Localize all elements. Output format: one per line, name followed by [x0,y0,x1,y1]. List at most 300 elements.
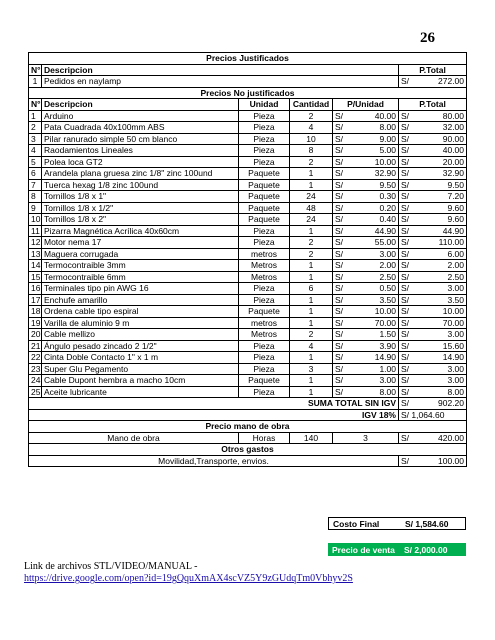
price-table [28,52,467,467]
row-quantity: 1 [290,352,333,364]
row-description: Cable Dupont hembra a macho 10cm [42,375,239,387]
currency-symbol: S/ [335,375,344,386]
row-description: Tornillos 1/8 x 2" [42,214,239,226]
row-no: 10 [29,214,42,226]
row-unit-price [333,352,399,364]
amount: 272.00 [438,76,465,87]
row-unit-price [333,306,399,318]
row-description: Cinta Doble Contacto 1" x 1 m [42,352,239,364]
row-quantity: 4 [290,122,333,134]
table-row [29,179,467,191]
amount: 15.60 [442,340,465,351]
currency-symbol: S/ [335,191,344,202]
table-row [29,386,467,398]
row-no: 4 [29,145,42,157]
row-unit: Metros [239,271,290,283]
labor-row [29,432,467,444]
currency-symbol: S/ [335,110,344,121]
row-quantity: 1 [290,317,333,329]
table-row [29,145,467,157]
row-total [399,260,467,272]
table-row [29,363,467,375]
row-no: 23 [29,363,42,375]
row-unit-price [333,271,399,283]
currency-symbol: S/ [335,168,344,179]
table-row [29,237,467,249]
amount: 9.50 [447,179,465,190]
labor-unit-price: 3 [333,432,399,444]
row-unit: Pieza [239,363,290,375]
row-unit-price [333,375,399,387]
row-quantity: 2 [290,156,333,168]
row-no: 12 [29,237,42,249]
unjustified-header-row [29,99,467,111]
row-description: Arandela plana gruesa zinc 1/8" zinc 100und [42,168,239,180]
row-description: Pilar ranurado simple 50 cm blanco [42,133,239,145]
table-row [29,260,467,272]
row-quantity: 4 [290,340,333,352]
header-total: P.Total [399,99,467,111]
currency-symbol: S/ [401,398,410,409]
row-total [399,133,467,145]
amount: 8.00 [379,122,396,133]
row-no: 5 [29,156,42,168]
row-unit: Paquete [239,202,290,214]
row-unit: Pieza [239,145,290,157]
amount: 7.20 [447,191,465,202]
currency-symbol: S/ [401,375,410,386]
row-unit: Paquete [239,191,290,203]
currency-symbol: S/ [335,156,344,167]
row-unit-price [333,386,399,398]
igv-row [29,409,467,421]
sum-value [399,398,467,410]
labor-title: Precio mano de obra [29,421,467,433]
amount: 70.00 [374,317,396,328]
row-no: 15 [29,271,42,283]
amount: 80.00 [442,110,465,121]
amount: 9.00 [379,133,396,144]
row-description: Tornillos 1/8 x 1/2" [42,202,239,214]
currency-symbol: S/ [401,122,410,133]
row-description: Raodamientos Lineales [42,145,239,157]
row-unit-price [333,317,399,329]
table-row [29,352,467,364]
row-description: Tornillos 1/8 x 1" [42,191,239,203]
currency-symbol: S/ [335,202,344,213]
row-quantity: 24 [290,214,333,226]
amount: 3.00 [379,248,396,259]
row-description: Polea loca GT2 [42,156,239,168]
currency-symbol: S/ [401,271,410,282]
row-unit-price [333,145,399,157]
amount: 0.40 [379,214,396,225]
amount: 40.00 [374,110,396,121]
amount: 10.00 [374,156,396,167]
header-description: Descripcion [42,99,239,111]
igv-label: IGV 18% [29,409,399,421]
row-description: Ordena cable tipo espiral [42,306,239,318]
amount: 9.50 [379,179,396,190]
row-no: 22 [29,352,42,364]
row-description: Ángulo pesado zincado 2 1/2" [42,340,239,352]
row-no: 19 [29,317,42,329]
row-total [399,110,467,122]
row-description: Cable mellizo [42,329,239,341]
row-quantity: 1 [290,306,333,318]
row-no: 2 [29,122,42,134]
row-description: Termocontraible 6mm [42,271,239,283]
currency-symbol: S/ [401,214,410,225]
amount: 100.00 [438,455,465,466]
row-unit: Pieza [239,386,290,398]
row-no: 1 [29,110,42,122]
currency-symbol: S/ [335,283,344,294]
row-quantity: 6 [290,283,333,295]
row-total [399,122,467,134]
row-unit: metros [239,248,290,260]
currency-symbol: S/ [335,352,344,363]
amount: 9.60 [447,214,465,225]
amount: 2.50 [447,271,465,282]
row-quantity: 2 [290,329,333,341]
currency-symbol: S/ [401,283,410,294]
row-unit: Pieza [239,352,290,364]
currency-symbol: S/ [401,317,410,328]
amount: 2.00 [447,260,465,271]
sum-label: SUMA TOTAL SIN IGV [29,398,399,410]
amount: 10.00 [442,306,465,317]
row-total [399,76,467,88]
row-unit-price [333,122,399,134]
header-unit: Unidad [239,99,290,111]
row-unit: Pieza [239,237,290,249]
row-total [399,179,467,191]
sale-price-box [328,543,466,556]
amount: 5.00 [379,145,396,156]
other-row [29,455,467,467]
row-no: 13 [29,248,42,260]
amount: 14.90 [374,352,396,363]
row-description: Pata Cuadrada 40x100mm ABS [42,122,239,134]
amount: 3.90 [379,340,396,351]
amount: 2.50 [379,271,396,282]
amount: 3.00 [447,375,465,386]
currency-symbol: S/ [401,191,410,202]
currency-symbol: S/ [401,156,410,167]
row-total [399,156,467,168]
currency-symbol: S/ [335,329,344,340]
row-total [399,202,467,214]
amount: 9.60 [447,202,465,213]
table-row [29,248,467,260]
final-cost-label: Costo Final [333,518,380,529]
row-unit-price [333,363,399,375]
row-total [399,340,467,352]
igv-value: S/ 1,064.60 [399,409,467,421]
row-unit-price [333,260,399,272]
currency-symbol: S/ [335,294,344,305]
row-quantity: 10 [290,133,333,145]
currency-symbol: S/ [401,432,410,443]
amount: 14.90 [442,352,465,363]
header-total: P.Total [399,64,467,76]
row-total [399,329,467,341]
row-description: Termocontraible 3mm [42,260,239,272]
amount: 8.00 [447,386,465,397]
row-total [399,168,467,180]
labor-unit: Horas [239,432,290,444]
labor-description: Mano de obra [29,432,239,444]
row-total [399,145,467,157]
amount: 6.00 [447,248,465,259]
row-description: Enchufe amarillo [42,294,239,306]
row-no: 9 [29,202,42,214]
justified-title: Precios Justificados [29,53,467,65]
row-unit: Pieza [239,133,290,145]
header-quantity: Cantidad [290,99,333,111]
currency-symbol: S/ [401,340,410,351]
row-no: 21 [29,340,42,352]
justified-header-row [29,64,467,76]
row-no: 7 [29,179,42,191]
currency-symbol: S/ [401,76,410,87]
table-row [29,329,467,341]
currency-symbol: S/ [335,133,344,144]
currency-symbol: S/ [335,122,344,133]
currency-symbol: S/ [401,306,410,317]
row-description: Motor nema 17 [42,237,239,249]
amount: 3.50 [379,294,396,305]
amount: 44.90 [374,225,396,236]
currency-symbol: S/ [335,225,344,236]
amount: 32.00 [442,122,465,133]
row-description: Maguera corrugada [42,248,239,260]
amount: 44.90 [442,225,465,236]
row-quantity: 1 [290,179,333,191]
row-unit: Pieza [239,122,290,134]
currency-symbol: S/ [401,133,410,144]
amount: 90.00 [442,133,465,144]
amount: 902.20 [438,398,465,409]
table-row [29,306,467,318]
row-no: 11 [29,225,42,237]
row-unit-price [333,168,399,180]
row-total [399,271,467,283]
row-description: Aceite lubricante [42,386,239,398]
table-row [29,271,467,283]
amount: 2.00 [379,260,396,271]
currency-symbol: S/ [401,202,410,213]
row-description: Arduino [42,110,239,122]
row-quantity: 1 [290,271,333,283]
currency-symbol: S/ [401,248,410,259]
amount: 8.00 [379,386,396,397]
row-total [399,248,467,260]
row-unit-price [333,156,399,168]
amount: 32.90 [374,168,396,179]
table-row [29,191,467,203]
table-row [29,225,467,237]
row-description: Pedidos en naylamp [42,76,399,88]
table-row [29,133,467,145]
row-no: 25 [29,386,42,398]
row-unit: Paquete [239,168,290,180]
row-description: Pizarra Magnética Acrílica 40x60cm [42,225,239,237]
row-unit-price [333,294,399,306]
amount: 0.50 [379,283,396,294]
currency-symbol: S/ [401,225,410,236]
currency-symbol: S/ [335,271,344,282]
row-quantity: 1 [290,375,333,387]
amount: 3.00 [447,283,465,294]
amount: 70.00 [442,317,465,328]
row-total [399,294,467,306]
amount: 10.00 [374,306,396,317]
row-quantity: 1 [290,386,333,398]
currency-symbol: S/ [335,317,344,328]
row-quantity: 1 [290,225,333,237]
row-total [399,363,467,375]
row-description: Super Glu Pegamento [42,363,239,375]
row-unit: Metros [239,329,290,341]
row-unit: Paquete [239,214,290,226]
currency-symbol: S/ [335,260,344,271]
row-unit-price [333,110,399,122]
currency-symbol: S/ [335,237,344,248]
table-row [29,340,467,352]
row-total [399,317,467,329]
table-row [29,283,467,295]
currency-symbol: S/ [401,386,410,397]
page-number: 26 [420,30,435,46]
row-quantity: 2 [290,248,333,260]
header-no: N° [29,99,42,111]
other-description: Movilidad,Transporte, envios. [29,455,399,467]
table-row [29,122,467,134]
currency-symbol: S/ [401,363,410,374]
row-unit: Pieza [239,225,290,237]
currency-symbol: S/ [401,179,410,190]
row-total [399,375,467,387]
header-unit-price: P/Unidad [333,99,399,111]
row-unit-price [333,133,399,145]
justified-row [29,76,467,88]
currency-symbol: S/ [401,455,410,466]
amount: 3.00 [447,329,465,340]
table-row [29,168,467,180]
row-quantity: 1 [290,260,333,272]
currency-symbol: S/ [401,260,410,271]
justified-title-row [29,53,467,65]
row-unit-price [333,202,399,214]
amount: 3.00 [447,363,465,374]
row-quantity: 1 [290,294,333,306]
currency-symbol: S/ [335,340,344,351]
table-row [29,317,467,329]
currency-symbol: S/ [335,145,344,156]
row-unit: Paquete [239,179,290,191]
row-unit-price [333,329,399,341]
amount: 3.00 [379,375,396,386]
currency-symbol: S/ [335,386,344,397]
row-total [399,386,467,398]
row-unit-price [333,214,399,226]
labor-title-row [29,421,467,433]
row-quantity: 3 [290,363,333,375]
currency-symbol: S/ [401,168,410,179]
final-cost-value: S/ 1,584.60 [405,518,449,529]
row-unit-price [333,225,399,237]
amount: 0.20 [379,202,396,213]
row-unit-price [333,283,399,295]
table-row [29,294,467,306]
currency-symbol: S/ [401,329,410,340]
row-total [399,283,467,295]
row-unit: Paquete [239,306,290,318]
row-no: 16 [29,283,42,295]
row-no: 3 [29,133,42,145]
row-quantity: 2 [290,237,333,249]
currency-symbol: S/ [401,294,410,305]
row-unit: Paquete [239,375,290,387]
amount: 3.50 [447,294,465,305]
currency-symbol: S/ [401,110,410,121]
other-title: Otros gastos [29,444,467,456]
row-quantity: 24 [290,191,333,203]
row-unit: metros [239,317,290,329]
currency-symbol: S/ [401,145,410,156]
amount: 0.30 [379,191,396,202]
row-no: 17 [29,294,42,306]
amount: 55.00 [374,237,396,248]
table-row [29,110,467,122]
row-quantity: 1 [290,168,333,180]
labor-total [399,432,467,444]
row-no: 24 [29,375,42,387]
table-row [29,156,467,168]
row-unit-price [333,237,399,249]
row-unit: Metros [239,260,290,272]
row-no: 8 [29,191,42,203]
link-label: Link de archivos STL/VIDEO/MANUAL - [24,561,198,572]
currency-symbol: S/ [335,248,344,259]
sum-row [29,398,467,410]
row-no: 1 [29,76,42,88]
currency-symbol: S/ [335,214,344,225]
other-total [399,455,467,467]
amount: 1.50 [379,329,396,340]
header-description: Descripcion [42,64,399,76]
amount: 110.00 [438,237,465,248]
currency-symbol: S/ [335,306,344,317]
row-no: 20 [29,329,42,341]
row-no: 14 [29,260,42,272]
table-row [29,375,467,387]
unjustified-title: Precios No justificados [29,87,467,99]
amount: 1.00 [379,363,396,374]
row-unit: Pieza [239,283,290,295]
labor-quantity: 140 [290,432,333,444]
row-description: Tuerca hexag 1/8 zinc 100und [42,179,239,191]
row-unit: Pieza [239,340,290,352]
row-total [399,225,467,237]
row-no: 18 [29,306,42,318]
drive-link[interactable]: https://drive.google.com/open?id=19gQquXmAX4scVZ5Y9zGUdqTm0Vbhyv2S [24,573,353,584]
row-unit-price [333,340,399,352]
row-unit-price [333,191,399,203]
row-unit: Pieza [239,294,290,306]
